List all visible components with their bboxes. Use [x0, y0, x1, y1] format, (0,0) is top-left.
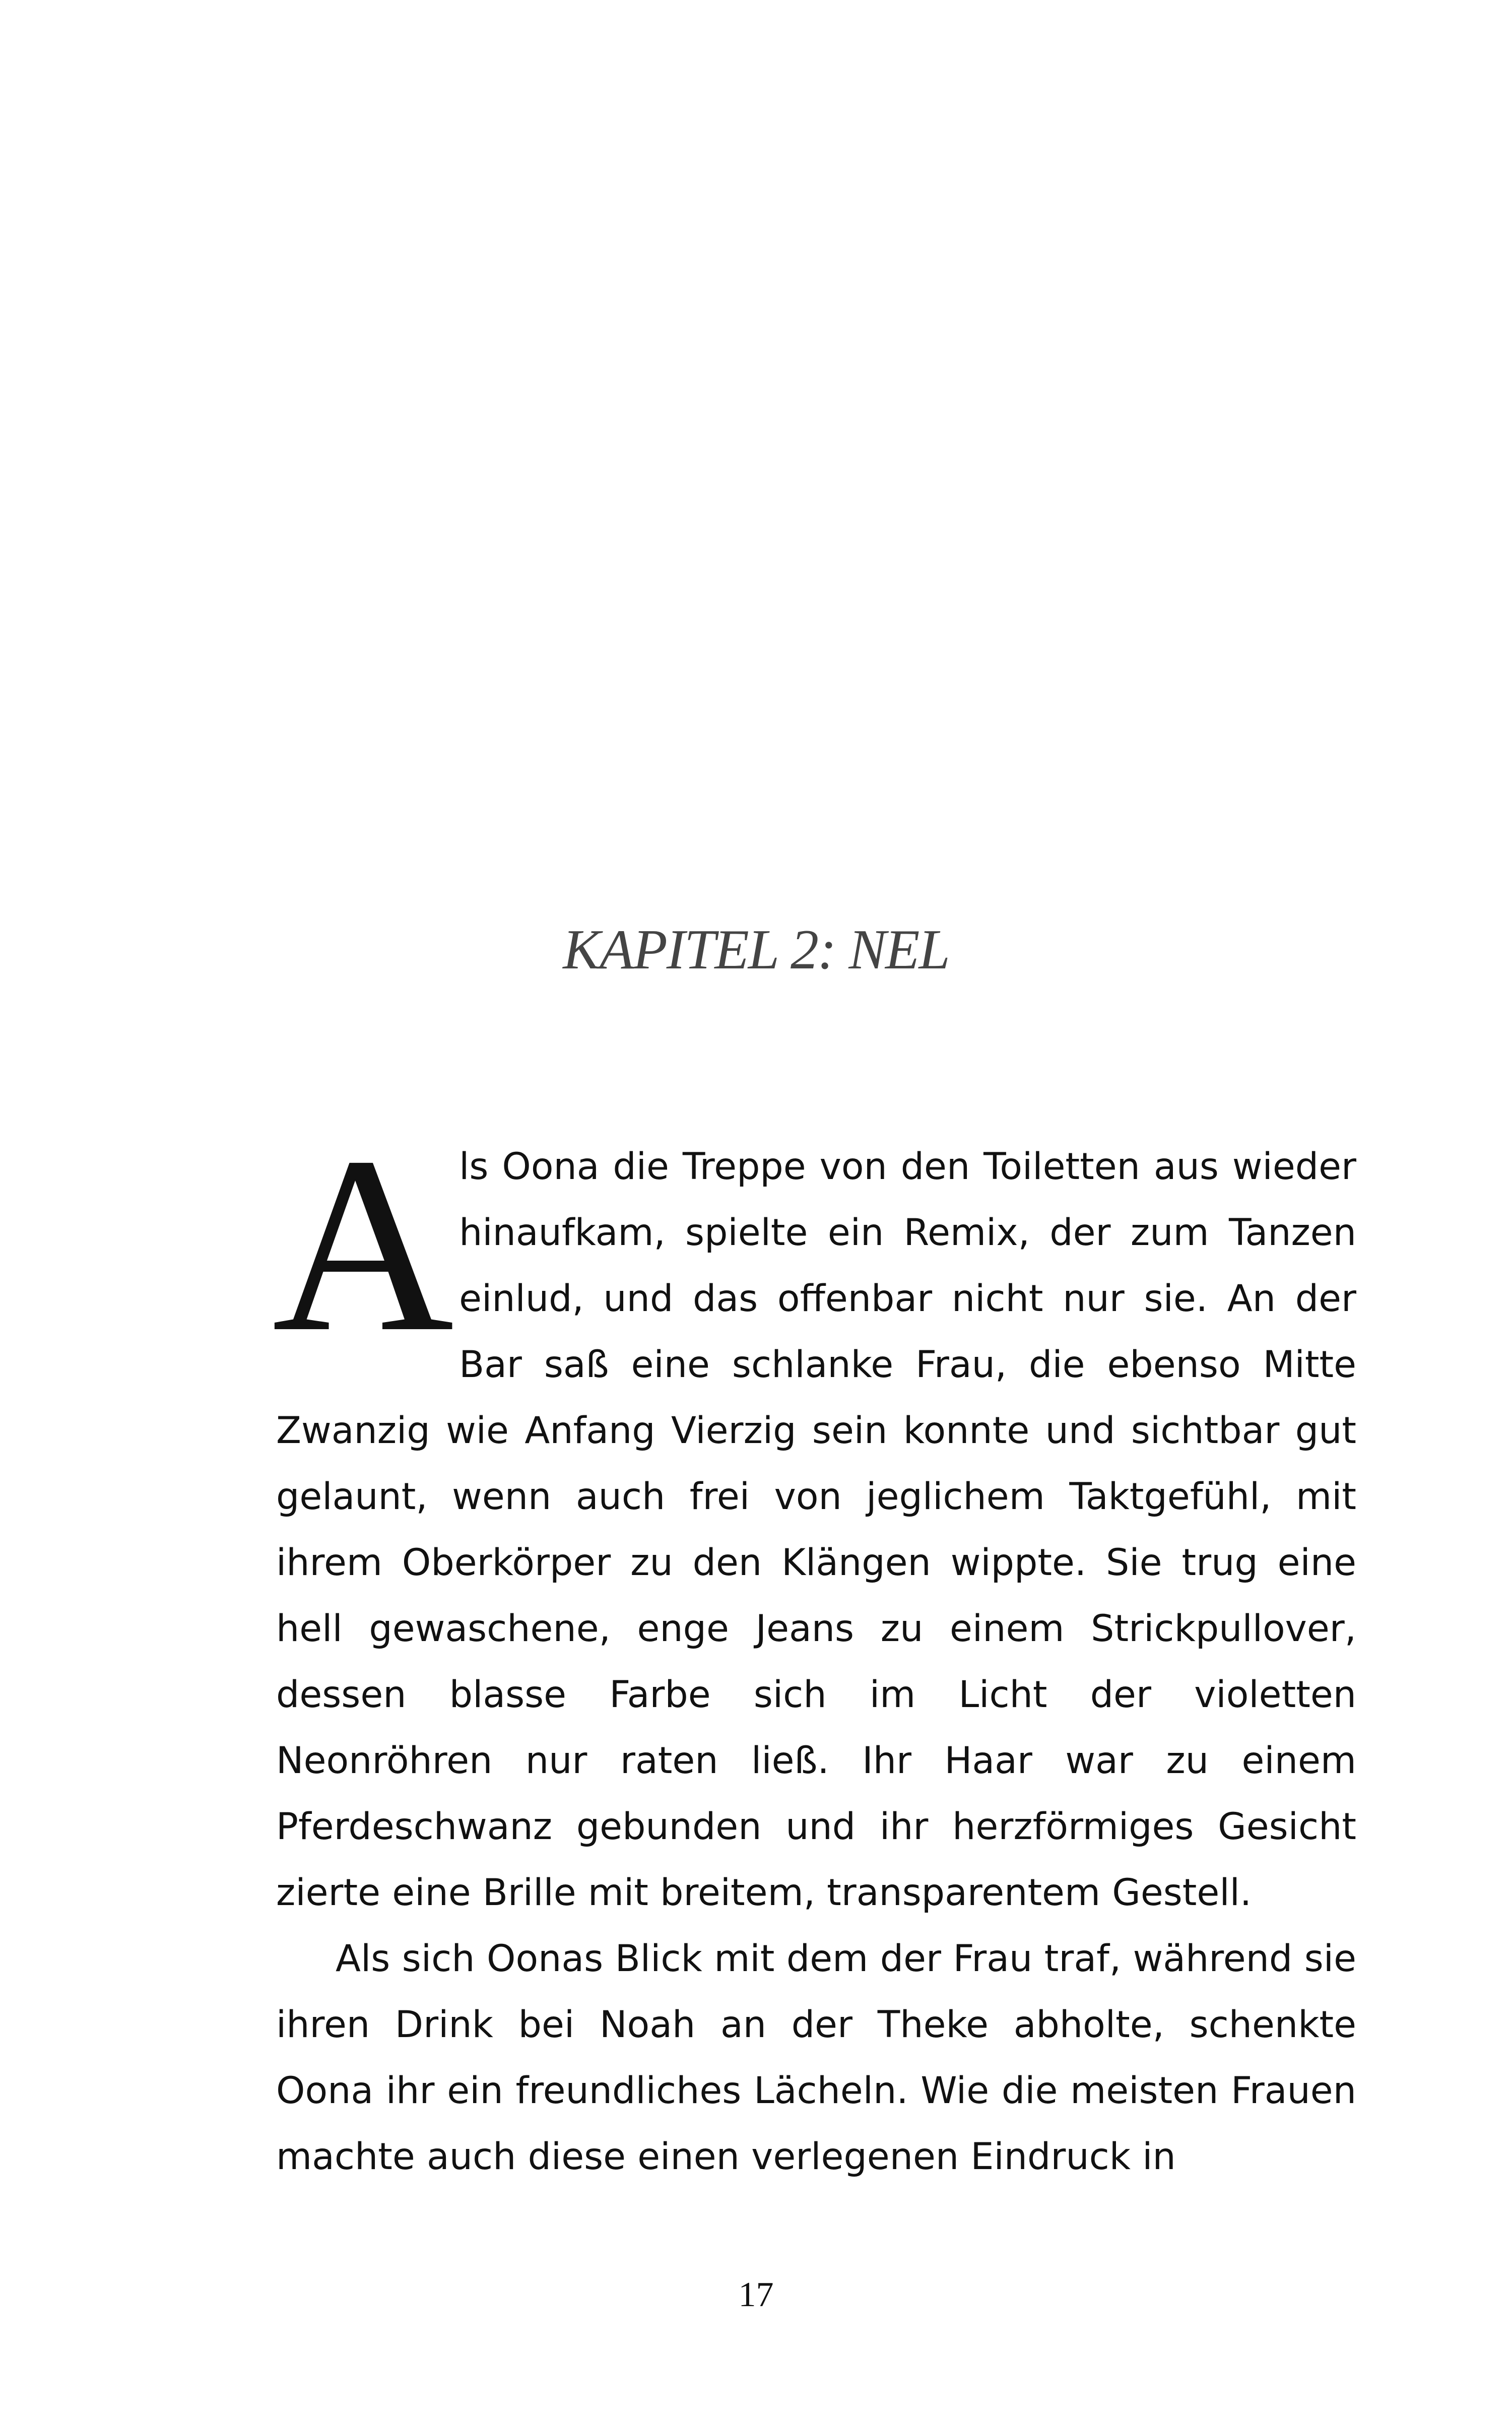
paragraph-1-text: ls Oona die Treppe von den Toiletten aus wieder hinaufkam, spielte ein Remix, der zum Tanzen einlud, und das offenbar nicht nur sie. An der Bar saß eine schlanke Frau, die ebenso Mitte Zwanzig wie Anfang Vierzig sein konnte und sichtbar gut gelaunt, wenn auch frei von jeglichem Taktgefühl, mit ihrem Oberkörper zu den Klängen wippte. Sie trug eine hell gewaschene, enge Jeans zu einem Strickpullover, dessen blasse Farbe sich im Licht der violetten Neonröhren nur raten ließ. Ihr Haar war zu einem Pferdeschwanz gebunden und ihr herzförmiges Gesicht zierte eine Brille mit breitem, transparentem Gestell. [276, 1145, 1356, 1914]
paragraph-1 [272, 1105, 1356, 1926]
chapter-title: KAPITEL 2: NEL [563, 919, 949, 981]
drop-cap-letter: A [272, 1105, 454, 1384]
body-text [272, 1105, 1356, 2190]
page-number: 17 [738, 2275, 774, 2314]
paragraph-2: Als sich Oonas Blick mit dem der Frau traf, während sie ihren Drink bei Noah an der Theke abholte, schenkte Oona ihr ein freundliches Lächeln. Wie die meisten Frauen machte auch diese einen verlegenen Eindruck in [276, 1937, 1356, 2178]
